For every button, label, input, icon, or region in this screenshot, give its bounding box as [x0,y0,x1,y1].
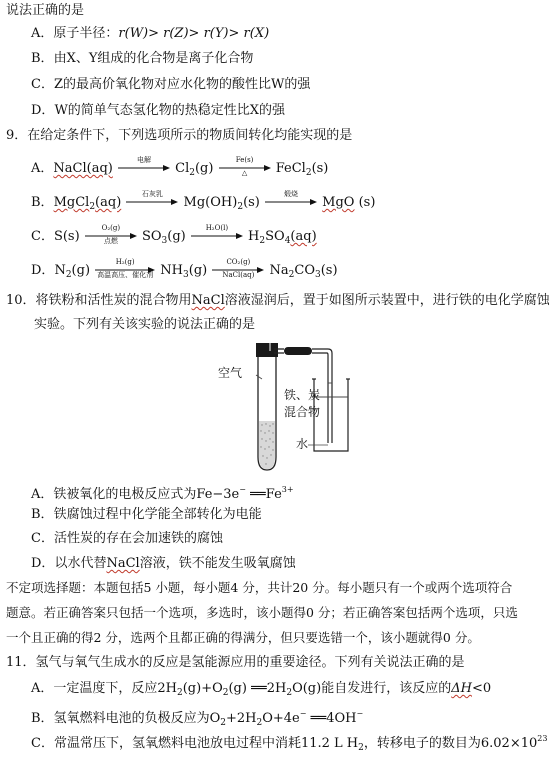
q9-option-c: C．S(s) O₂(g) 点燃 $SO_3(g)$ H₂O(l) $H_2SO_4(aq)$ [31,224,317,246]
apparatus-diagram [200,339,360,475]
label-iron-carbon: 铁、炭 [284,388,321,402]
reaction-arrow: 煅烧 [264,192,318,210]
apparatus-figure [200,339,360,475]
reaction-arrow: 电解 [117,158,171,176]
q8-option-c: C．Z的最高价氧化物对应水化物的酸性比W的强 [31,77,311,92]
q9-stem: 9．在给定条件下，下列选项所示的物质间转化均能实现的是 [6,128,353,143]
reaction-arrow: H₂(g) 高温高压、催化剂 [97,258,154,279]
q10-stem-cont: 实验。下列有关该实验的说法正确的是 [34,317,256,332]
notice-line-3: 一个且正确的得2 分，选两个且都正确的得满分，但只要选错一个，该小题就得0 分。 [6,630,480,645]
reaction-arrow: H₂O(l) [190,226,244,244]
q11-option-a: A．一定温度下，反应$2H_2(g)+O_2(g)$ $══2H_2O(g)$能自发进行，该反应的ΔH<0 [31,681,492,698]
q8-option-a: A．原子半径：r(W)> r(Z)> r(Y)> r(X) [31,26,270,41]
intro-text: 说法正确的是 [6,3,85,18]
label-water: 水 [296,437,309,451]
label-air: 空气 [218,366,243,380]
q10-option-a: A．铁被氧化的电极反应式为Fe−3e− $══Fe^{3+}$ [31,485,294,502]
reaction-arrow: Fe(s) △ [218,158,272,176]
label-mixture: 混合物 [284,405,321,419]
notice-line-2: 题意。若正确答案只包括一个选项，多选时，该小题得0 分；若正确答案包括两个选项，只选 [6,605,518,620]
q8-option-b: B．由X、Y组成的化合物是离子化合物 [31,51,254,66]
q9-option-d: D．$N_2(g)$ H₂(g) 高温高压、催化剂 $NH_3(g)$ CO₂(g) NaCl(aq) $Na_2CO_3(s)$ [31,258,338,280]
notice-line-1: 不定项选择题：本题包括5 小题，每小题4 分，共计20 分。每小题只有一个或两个选项符合 [6,580,513,595]
q10-option-b: B．铁腐蚀过程中化学能全部转化为电能 [31,507,262,522]
q11-option-b: B．氢氧燃料电池的负极反应为$O_2+2H_2O+4e^-$ ══4OH− [31,709,364,728]
q11-stem: 11．氢气与氧气生成水的反应是氢能源应用的重要途径。下列有关说法正确的是 [6,655,465,670]
reaction-arrow: CO₂(g) NaCl(aq) [211,260,265,278]
q9-option-b: B．MgCl$_2$(aq) 石灰乳 $Mg(OH)_2(s)$ 煅烧 MgO (s) [31,190,376,212]
q8-option-d: D．W的简单气态氢化物的热稳定性比X的强 [31,103,286,118]
q10-stem: 10．将铁粉和活性炭的混合物用NaCl溶液湿润后，置于如图所示装置中，进行铁的电化学腐蚀 [6,293,550,308]
reaction-arrow: 石灰乳 [125,192,179,210]
q9-option-a: A．NaCl(aq) 电解 $Cl_2(g)$ Fe(s) △ FeCl$_2$(s) [31,156,329,178]
reaction-arrow: O₂(g) 点燃 [84,226,138,244]
q10-option-c: C．活性炭的存在会加速铁的腐蚀 [31,531,223,546]
q11-option-c: C．常温常压下，氢氧燃料电池放电过程中消耗11.2 L $H_2$，转移电子的数目为$6.02\times 10^{23}$ [31,734,548,753]
q10-option-d: D．以水代替NaCl溶液，铁不能发生吸氧腐蚀 [31,556,296,571]
